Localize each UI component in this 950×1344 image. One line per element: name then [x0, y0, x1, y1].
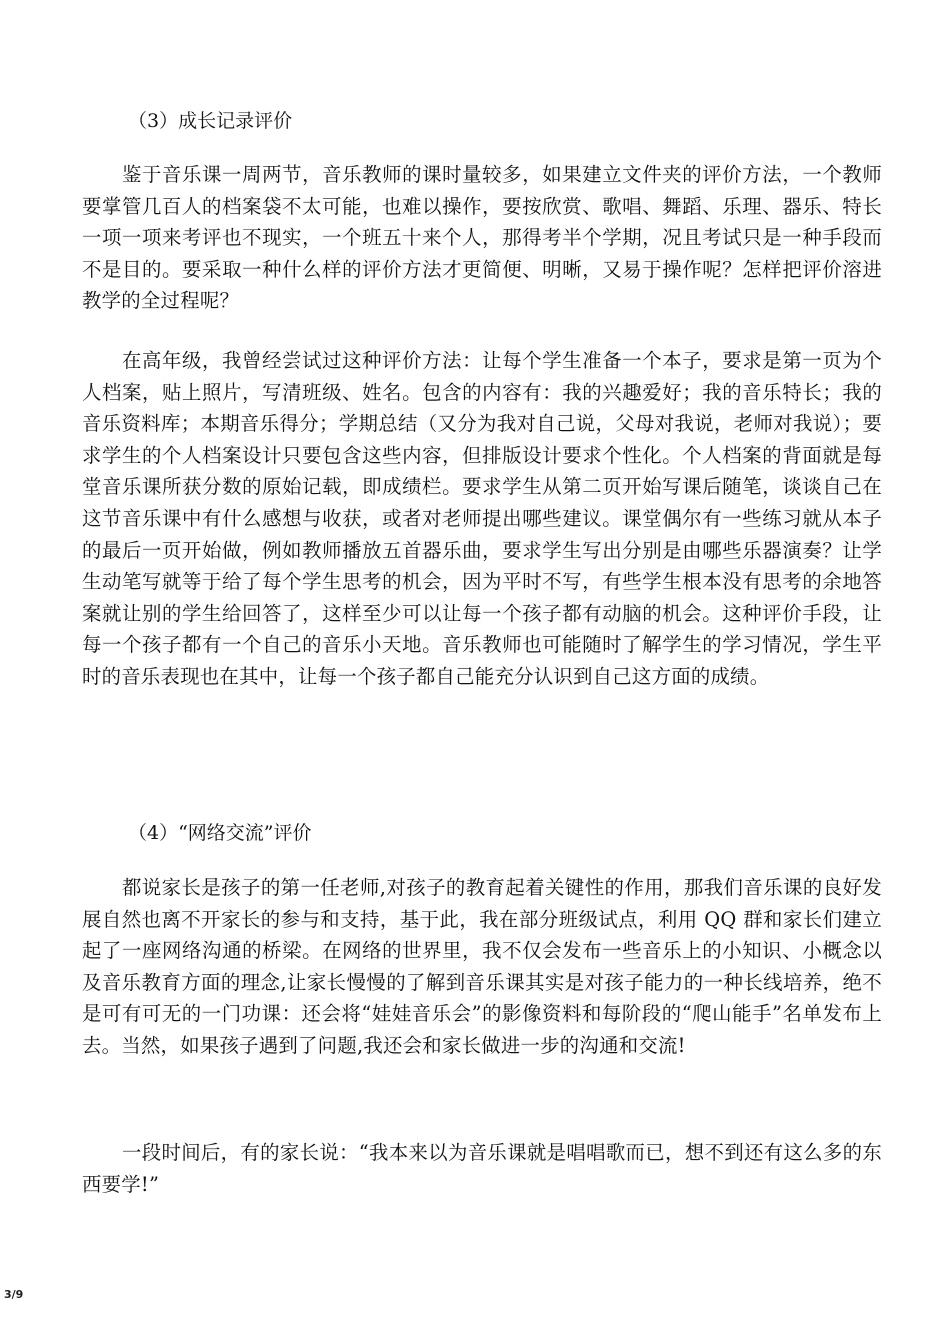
section-heading-growth-record: （3）成长记录评价 [128, 110, 293, 132]
paragraph-notebook-method: 在高年级，我曾经尝试过这种评价方法：让每个学生准备一个本子，要求是第一页为个人档案，贴上照片，写清班级、姓名。包含的内容有：我的兴趣爱好；我的音乐特长；我的音乐资料库；本期音乐得分；学期总结（又分为我对自己说，父母对我说，老师对我说）；要求学生的个人档案设计只要包含这些内容，但排版设计要求个性化。个人档案的背面就是每堂音乐课所获分数的原始记载，即成绩栏。要求学生从第二页开始写课后随笔，谈谈自己在这节音乐课中有什么感想与收获，或者对老师提出哪些建议。课堂偶尔有一些练习就从本子的最后一页开始做，例如教师播放五首器乐曲，要求学生写出分别是由哪些乐器演奏？让学生动笔写就等于给了每个学生思考的机会，因为平时不写，有些学生根本没有思考的余地答案就让别的学生给回答了，这样至少可以让每一个孩子都有动脑的机会。这种评价手段，让每一个孩子都有一个自己的音乐小天地。音乐教师也可能随时了解学生的学习情况，学生平时的音乐表现也在其中，让每一个孩子都自己能充分认识到自己这方面的成绩。 [82, 349, 882, 688]
page-number: 3/9 [4, 1288, 24, 1301]
paragraph-parent-communication: 都说家长是孩子的第一任老师,对孩子的教育起着关键性的作用，那我们音乐课的良好发展自然也离不开家长的参与和支持，基于此，我在部分班级试点，利用 QQ 群和家长们建立起了一座网络沟通的桥梁。在网络的世界里，我不仅会发布一些音乐上的小知识、小概念以及音乐教育方面的理念,让家长慢慢的了解到音乐课其实是对孩子能力的一种长线培养，绝不是可有可无的一门功课：还会将“娃娃音乐会”的影像资料和每阶段的“爬山能手”名单发布上去。当然，如果孩子遇到了问题,我还会和家长做进一步的沟通和交流! [82, 876, 882, 1057]
paragraph-evaluation-difficulty: 鉴于音乐课一周两节，音乐教师的课时量较多，如果建立文件夹的评价方法，一个教师要掌管几百人的档案袋不太可能，也难以操作，要按欣赏、歌唱、舞蹈、乐理、器乐、特长一项一项来考评也不现实，一个班五十来个人，那得考半个学期，况且考试只是一种手段而不是目的。要采取一种什么样的评价方法才更简便、明晰，又易于操作呢？怎样把评价溶进教学的全过程呢？ [82, 163, 882, 313]
paragraph-parent-feedback: 一段时间后，有的家长说：“我本来以为音乐课就是唱唱歌而已，想不到还有这么多的东西要学!” [82, 1141, 882, 1196]
section-heading-network-exchange: （4）“网络交流”评价 [128, 822, 312, 844]
